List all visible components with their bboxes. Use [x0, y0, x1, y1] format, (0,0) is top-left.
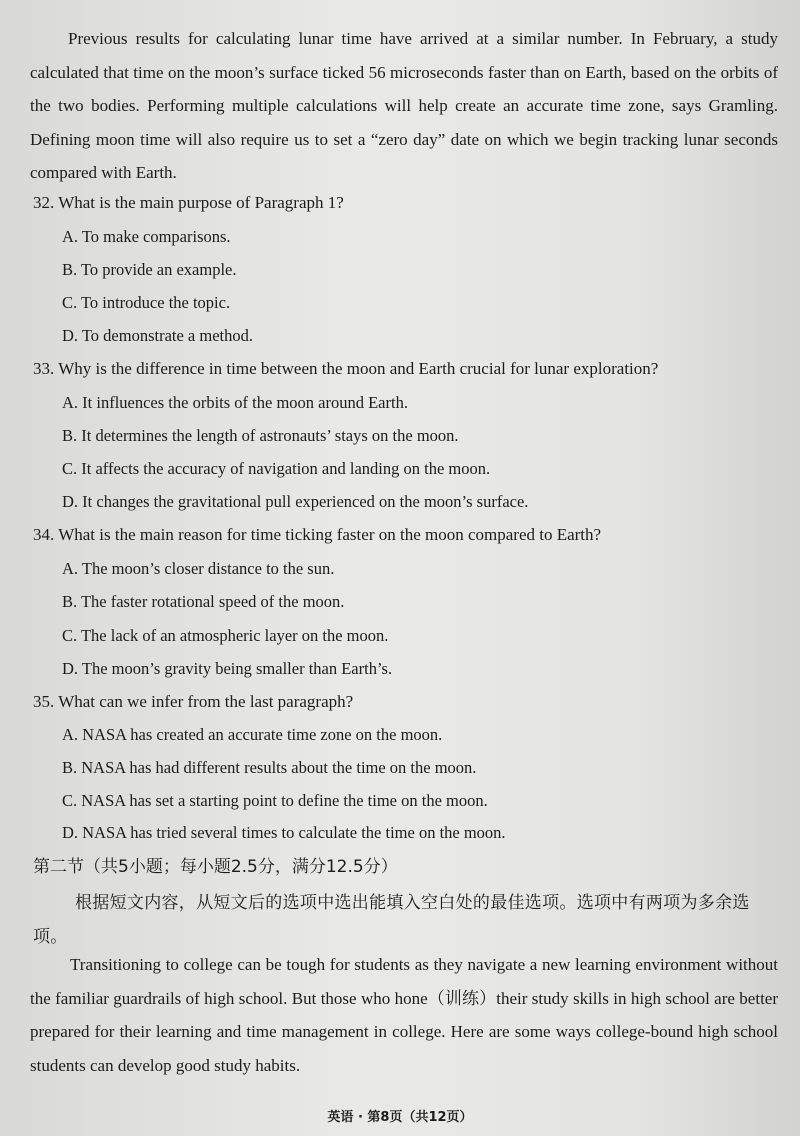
section-2-instruction: 根据短文内容，从短文后的选项中选出能填入空白处的最佳选项。选项中有两项为多余选项。 [33, 893, 750, 947]
question-35-option-a: A. NASA has created an accurate time zone on the moon. [62, 725, 443, 744]
question-35-option-b: B. NASA has had different results about the time on the moon. [62, 758, 477, 777]
passage-paragraph: Previous results for calculating lunar time have arrived at a similar number. In February, a study calculated that time on the moon’s surface ticked 56 microseconds faster than on Earth, based on the orbits of the two bodies. Performing multiple calculations will help create an accurate time zone, says Gramling. Defining moon time will also require us to set a “zero day” date on which we begin tracking lunar seconds compared with Earth. [30, 29, 778, 182]
question-34-stem: 34. What is the main reason for time ticking faster on the moon compared to Earth? [33, 525, 602, 544]
question-32-option-c: C. To introduce the topic. [62, 293, 231, 312]
question-34-option-b: B. The faster rotational speed of the moon. [62, 592, 345, 611]
question-35-option-d: D. NASA has tried several times to calculate the time on the moon. [62, 823, 506, 842]
question-33-option-d: D. It changes the gravitational pull experienced on the moon’s surface. [62, 492, 529, 511]
question-34-option-c: C. The lack of an atmospheric layer on the moon. [62, 626, 389, 645]
question-35-option-c: C. NASA has set a starting point to define the time on the moon. [62, 791, 488, 810]
page-footer: 英语 · 第8页（共12页） [327, 1110, 473, 1125]
question-35-stem: 35. What can we infer from the last paragraph? [33, 692, 354, 711]
question-32-stem: 32. What is the main purpose of Paragraph 1? [33, 193, 344, 212]
question-34-option-d: D. The moon’s gravity being smaller than Earth’s. [62, 659, 393, 678]
question-33-option-a: A. It influences the orbits of the moon around Earth. [62, 393, 408, 412]
question-33-option-c: C. It affects the accuracy of navigation and landing on the moon. [62, 459, 491, 478]
question-32-option-b: B. To provide an example. [62, 260, 237, 279]
passage-2-paragraph: Transitioning to college can be tough for students as they navigate a new learning environment without the familiar guardrails of high school. But those who hone（训练）their study skills in high school are better prepared for their learning and time management in college. Here are some ways college-bound high school students can develop good study habits. [30, 955, 778, 1075]
section-2-heading: 第二节（共5小题；每小题2.5分，满分12.5分） [33, 857, 398, 877]
question-33-option-b: B. It determines the length of astronauts’ stays on the moon. [62, 426, 459, 445]
question-34-option-a: A. The moon’s closer distance to the sun. [62, 559, 335, 578]
question-32-option-d: D. To demonstrate a method. [62, 326, 253, 345]
question-33-stem: 33. Why is the difference in time between the moon and Earth crucial for lunar exploration? [33, 359, 659, 378]
question-32-option-a: A. To make comparisons. [62, 227, 231, 246]
